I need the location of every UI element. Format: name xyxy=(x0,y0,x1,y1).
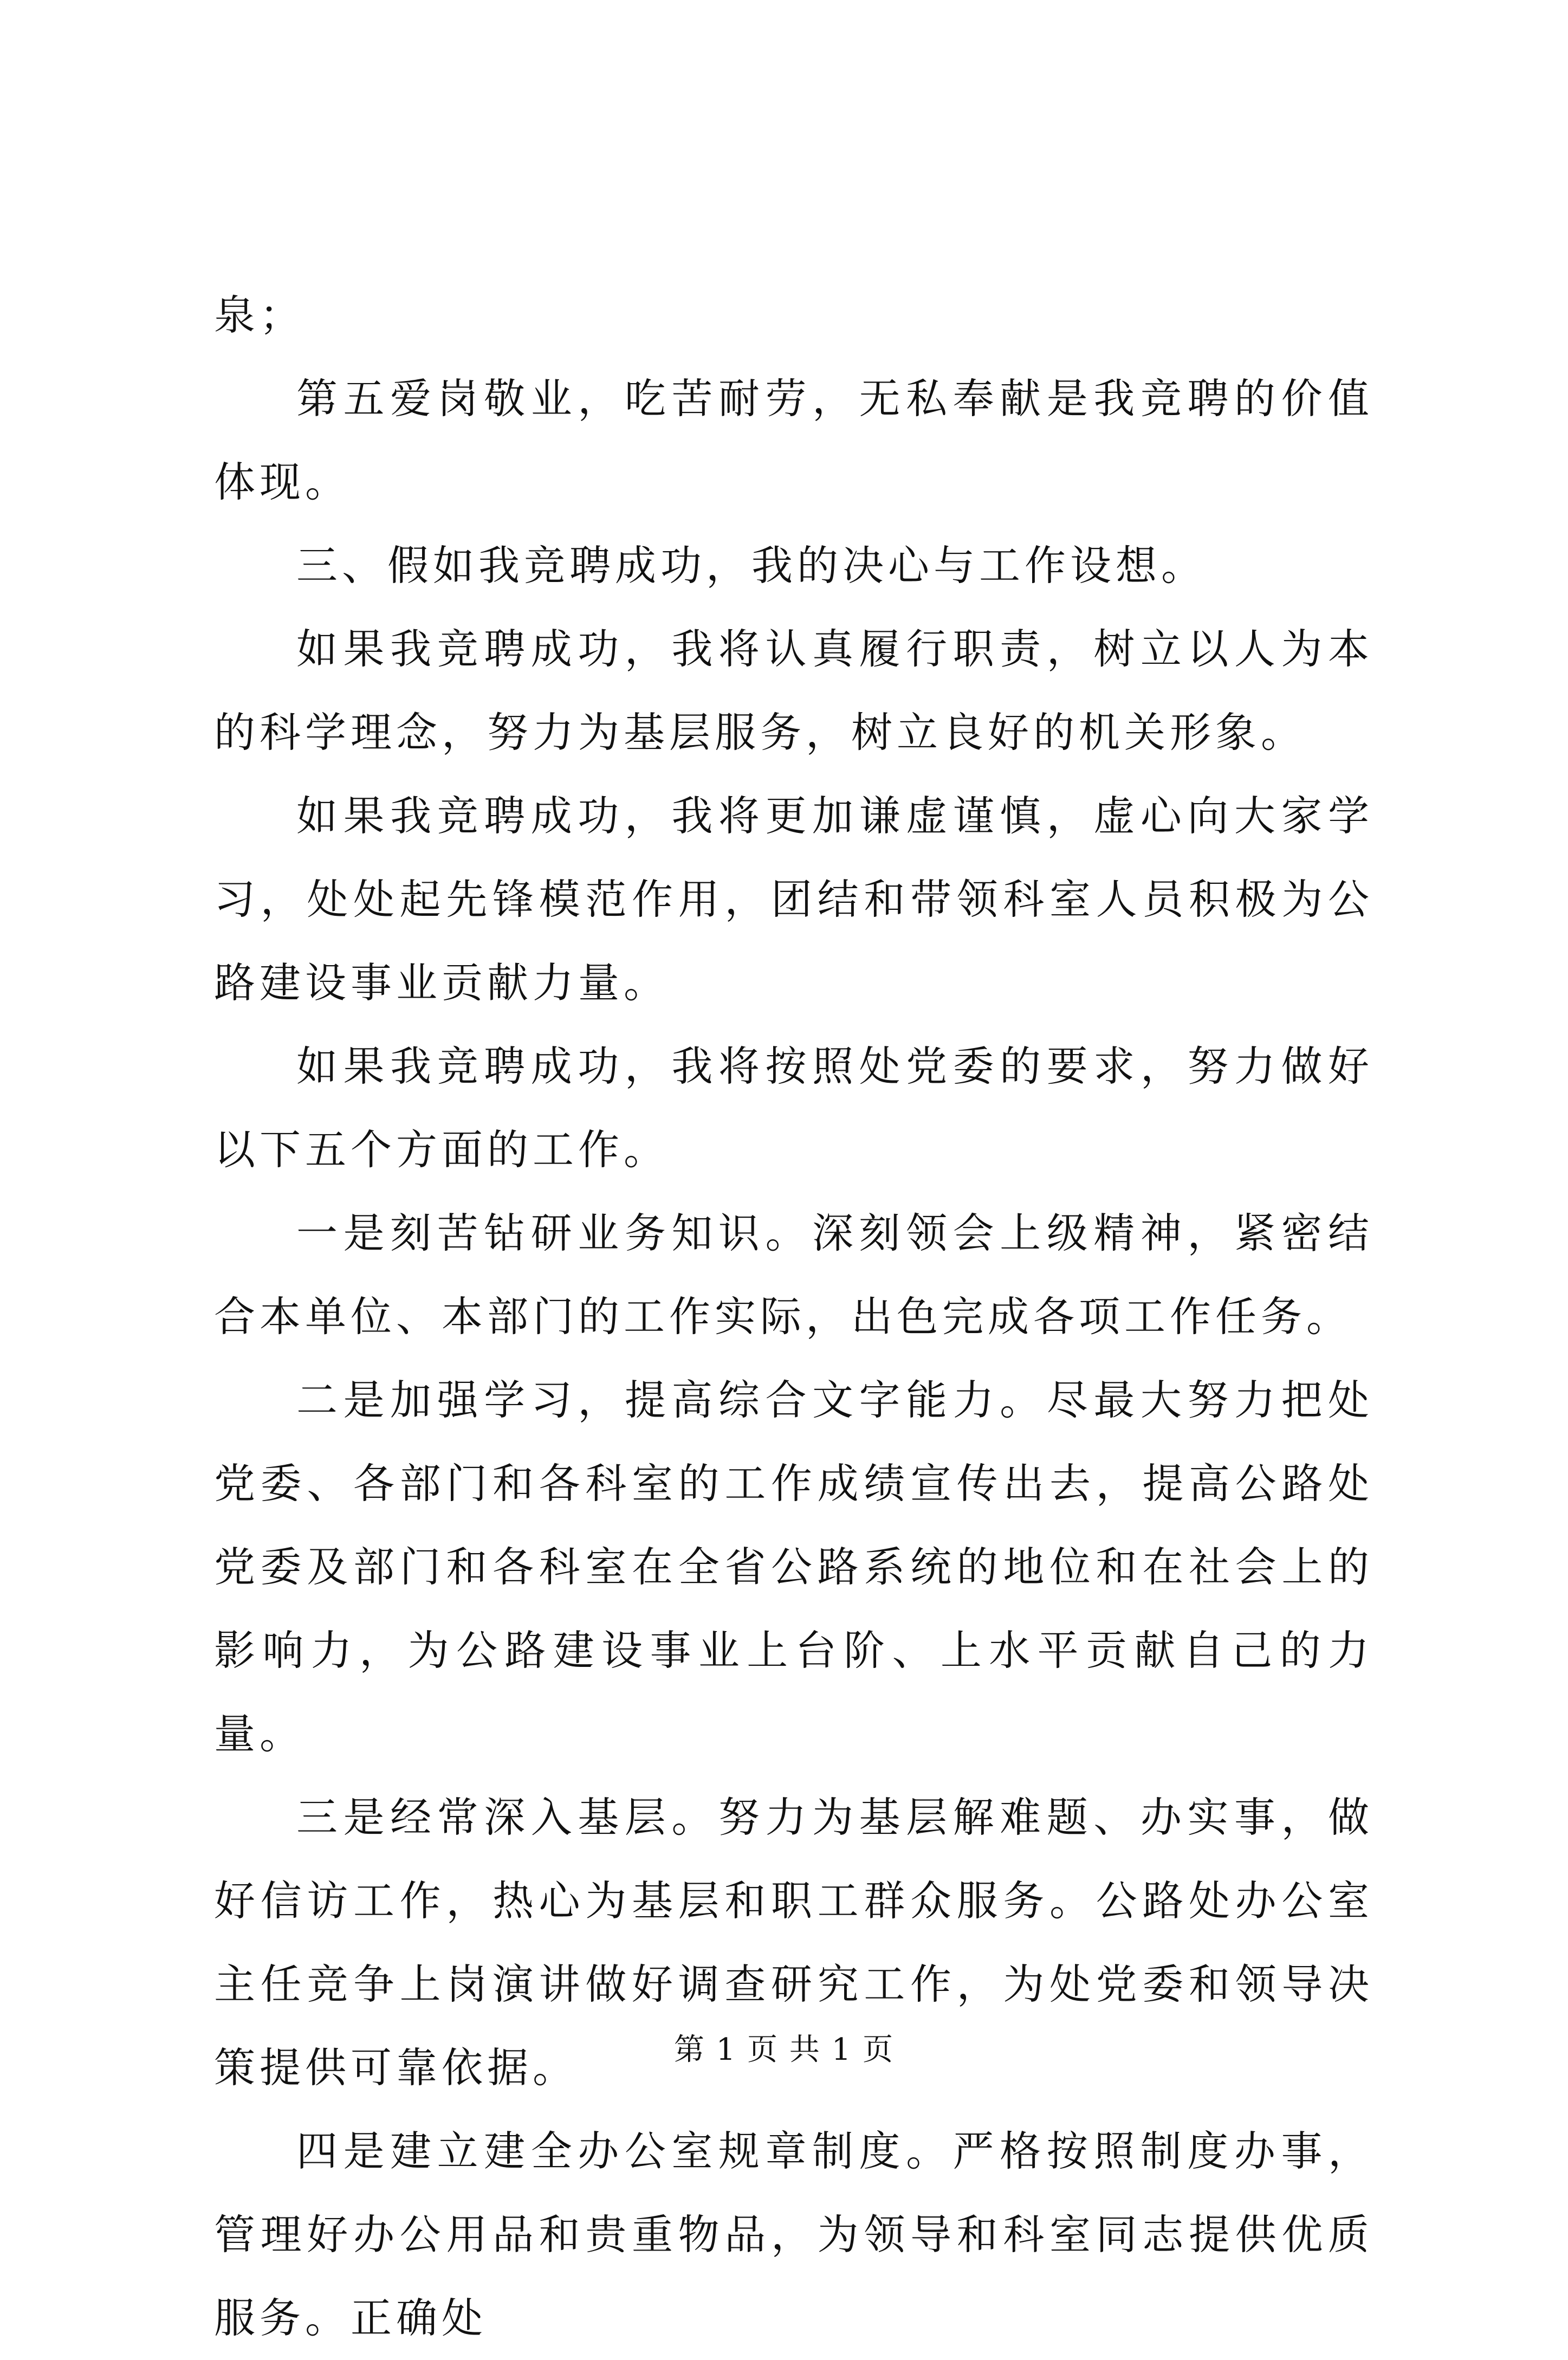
page-footer: 第 1 页 共 1 页 xyxy=(673,2032,895,2067)
paragraph: 三是经常深入基层。努力为基层解难题、办实事，做好信访工作，热心为基层和职工群众服务。公路处办公室主任竞争上岗演讲做好调查研究工作，为处党委和领导决策提供可靠依据。 xyxy=(214,1793,1373,2092)
paragraph: 二是加强学习，提高综合文字能力。尽最大努力把处党委、各部门和各科室的工作成绩宣传出去，提高公路处党委及部门和各科室在全省公路系统的地位和在社会上的影响力，为公路建设事业上台阶、上水平贡献自己的力量。 xyxy=(214,1376,1373,1758)
paragraph: 如果我竞聘成功，我将认真履行职责，树立以人为本的科学理念，努力为基层服务，树立良好的机关形象。 xyxy=(214,625,1373,757)
paragraph: 如果我竞聘成功，我将更加谦虚谨慎，虚心向大家学习，处处起先锋模范作用，团结和带领科室人员积极为公路建设事业贡献力量。 xyxy=(214,792,1373,1007)
paragraph: 如果我竞聘成功，我将按照处党委的要求，努力做好以下五个方面的工作。 xyxy=(214,1042,1373,1174)
paragraph: 四是建立建全办公室规章制度。严格按照制度办事，管理好办公用品和贵重物品，为领导和科室同志提供优质服务。正确处 xyxy=(214,2127,1373,2342)
section-heading: 三、假如我竞聘成功，我的决心与工作设想。 xyxy=(296,541,1207,590)
paragraph-continuation: 泉； xyxy=(214,291,305,339)
paragraph: 第五爱岗敬业，吃苦耐劳，无私奉献是我竞聘的价值体现。 xyxy=(214,374,1373,506)
paragraph: 一是刻苦钻研业务知识。深刻领会上级精神，紧密结合本单位、本部门的工作实际，出色完成各项工作任务。 xyxy=(214,1209,1373,1341)
